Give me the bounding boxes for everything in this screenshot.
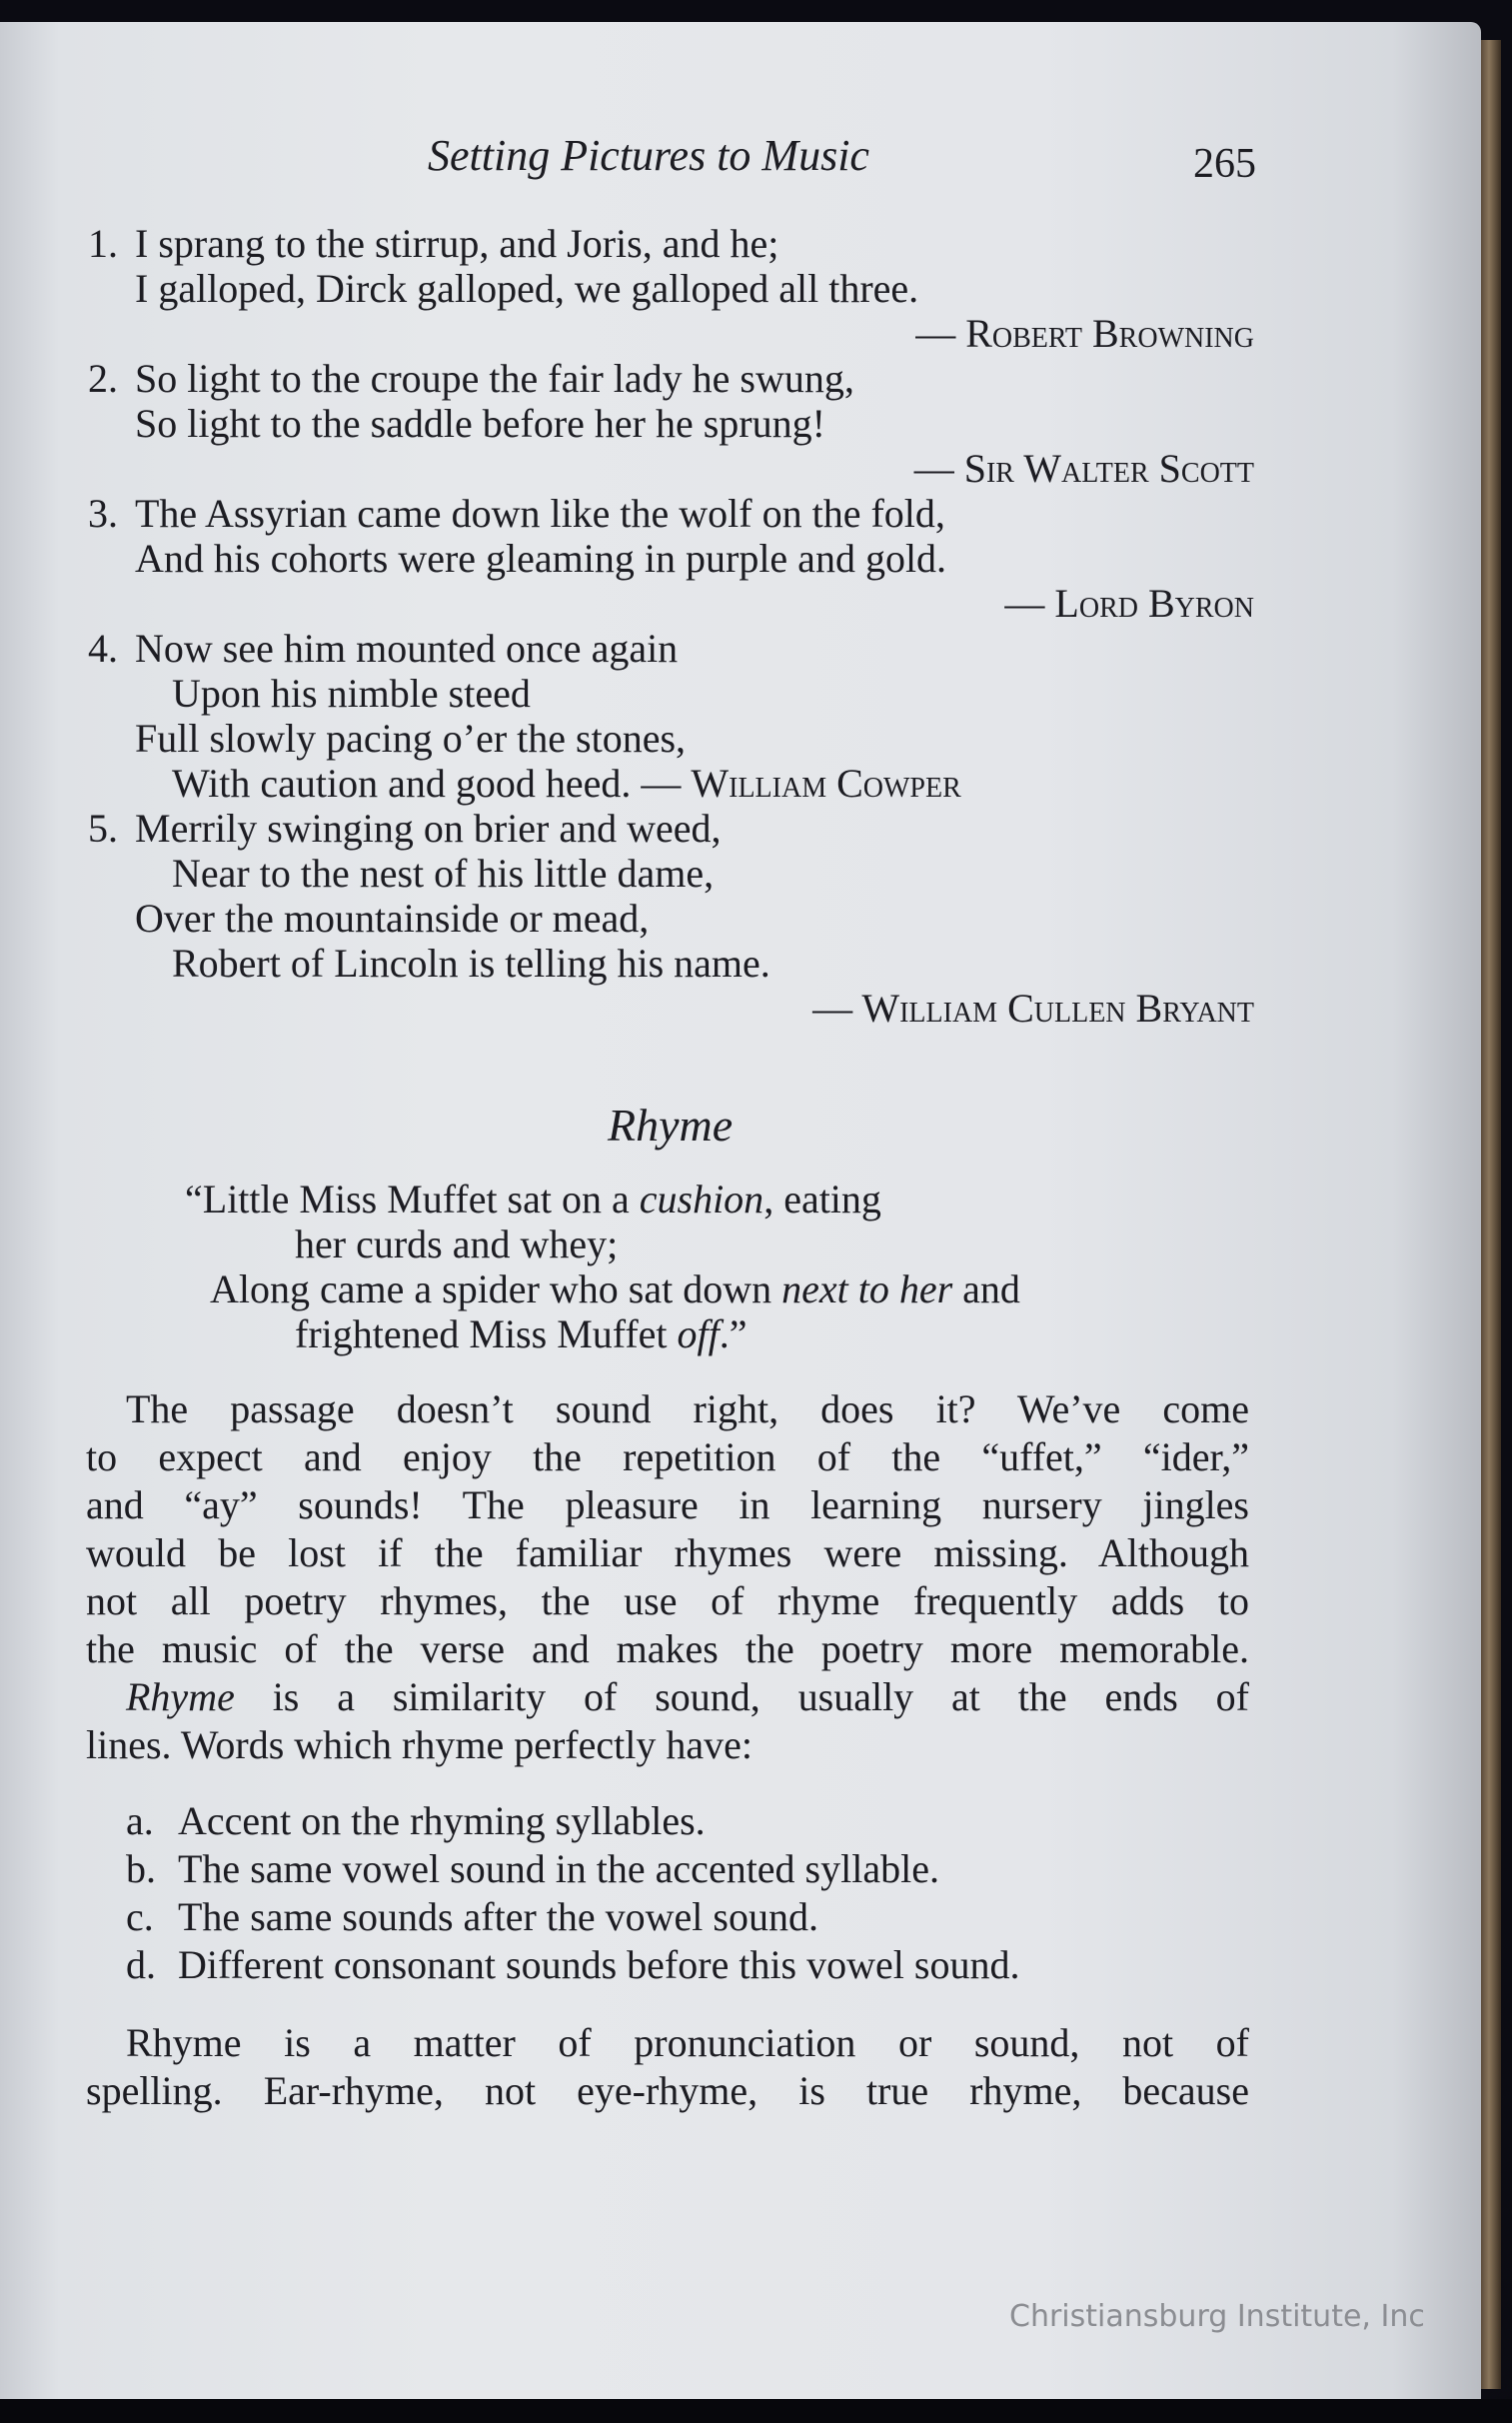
poem-author: — Lord Byron (1004, 581, 1254, 626)
poem-author: — Robert Browning (915, 311, 1254, 356)
bottom-band (0, 2399, 1512, 2423)
paragraph-line: the music of the verse and makes the poetry more memorable. (86, 1626, 1249, 1671)
poem-line: And his cohorts were gleaming in purple and gold. (135, 536, 947, 581)
running-head-title: Setting Pictures to Music (428, 131, 869, 180)
poem-author: William Cowper (691, 761, 961, 806)
poem-line: I sprang to the stirrup, and Joris, and he; (135, 221, 779, 266)
quote-line: her curds and whey; (295, 1221, 619, 1266)
section-heading: Rhyme (608, 1100, 734, 1151)
poem-number: 5. (88, 806, 118, 851)
list-item: Different consonant sounds before this vowel sound. (178, 1942, 1020, 1987)
paragraph-line: not all poetry rhymes, the use of rhyme frequently adds to (86, 1578, 1249, 1623)
paragraph-line: Rhyme is a matter of pronunciation or sound, not of (126, 2020, 1249, 2065)
poem-line: So light to the croupe the fair lady he swung, (135, 356, 854, 401)
poem-line: Over the mountainside or mead, (135, 896, 650, 941)
list-item: The same vowel sound in the accented syllable. (178, 1846, 939, 1891)
poem-number: 1. (88, 221, 118, 266)
paragraph-line: Rhyme is a similarity of sound, usually at the ends of (126, 1674, 1249, 1719)
poem-line: Robert of Lincoln is telling his name. (172, 941, 770, 986)
poem-line: With caution and good heed. — (172, 761, 682, 806)
poem-author: — William Cullen Bryant (812, 986, 1254, 1031)
rhyme-term: Rhyme (126, 1674, 235, 1719)
poem-line: The Assyrian came down like the wolf on the fold, (135, 491, 945, 536)
list-letter: c. (126, 1894, 154, 1939)
poem-number: 2. (88, 356, 118, 401)
quote-line: frightened Miss Muffet off.” (295, 1311, 748, 1356)
poem-line: So light to the saddle before her he sprung! (135, 401, 825, 446)
poem-line: Near to the nest of his little dame, (172, 851, 715, 896)
paragraph-line: lines. Words which rhyme perfectly have: (86, 1722, 753, 1767)
paragraph-line: would be lost if the familiar rhymes were missing. Although (86, 1530, 1249, 1575)
poem-line-with-author (172, 762, 961, 806)
poem-line: Now see him mounted once again (135, 626, 679, 671)
list-item: The same sounds after the vowel sound. (178, 1894, 818, 1939)
watermark: Christiansburg Institute, Inc (1009, 2299, 1425, 2334)
list-letter: b. (126, 1846, 156, 1891)
list-letter: a. (126, 1798, 154, 1843)
page-edge (1481, 40, 1501, 2389)
poem-line: Upon his nimble steed (172, 671, 531, 716)
poem-line: Merrily swinging on brier and weed, (135, 806, 722, 851)
paragraph-line: spelling. Ear-rhyme, not eye-rhyme, is true rhyme, because (86, 2068, 1249, 2113)
page-number: 265 (1193, 141, 1256, 187)
quote-line: “Little Miss Muffet sat on a cushion, eating (185, 1177, 881, 1221)
quote-line: Along came a spider who sat down next to her and (210, 1266, 1020, 1311)
paragraph-line: The passage doesn’t sound right, does it? We’ve come (126, 1386, 1249, 1431)
poem-number: 4. (88, 626, 118, 671)
paragraph-line: and “ay” sounds! The pleasure in learning nursery jingles (86, 1482, 1249, 1527)
poem-author: — Sir Walter Scott (913, 446, 1254, 491)
paragraph-line: to expect and enjoy the repetition of the “uffet,” “ider,” (86, 1434, 1249, 1479)
poem-line: I galloped, Dirck galloped, we galloped all three. (135, 266, 919, 311)
list-item: Accent on the rhyming syllables. (178, 1798, 706, 1843)
poem-number: 3. (88, 491, 118, 536)
poem-line: Full slowly pacing o’er the stones, (135, 716, 687, 761)
list-letter: d. (126, 1942, 156, 1987)
